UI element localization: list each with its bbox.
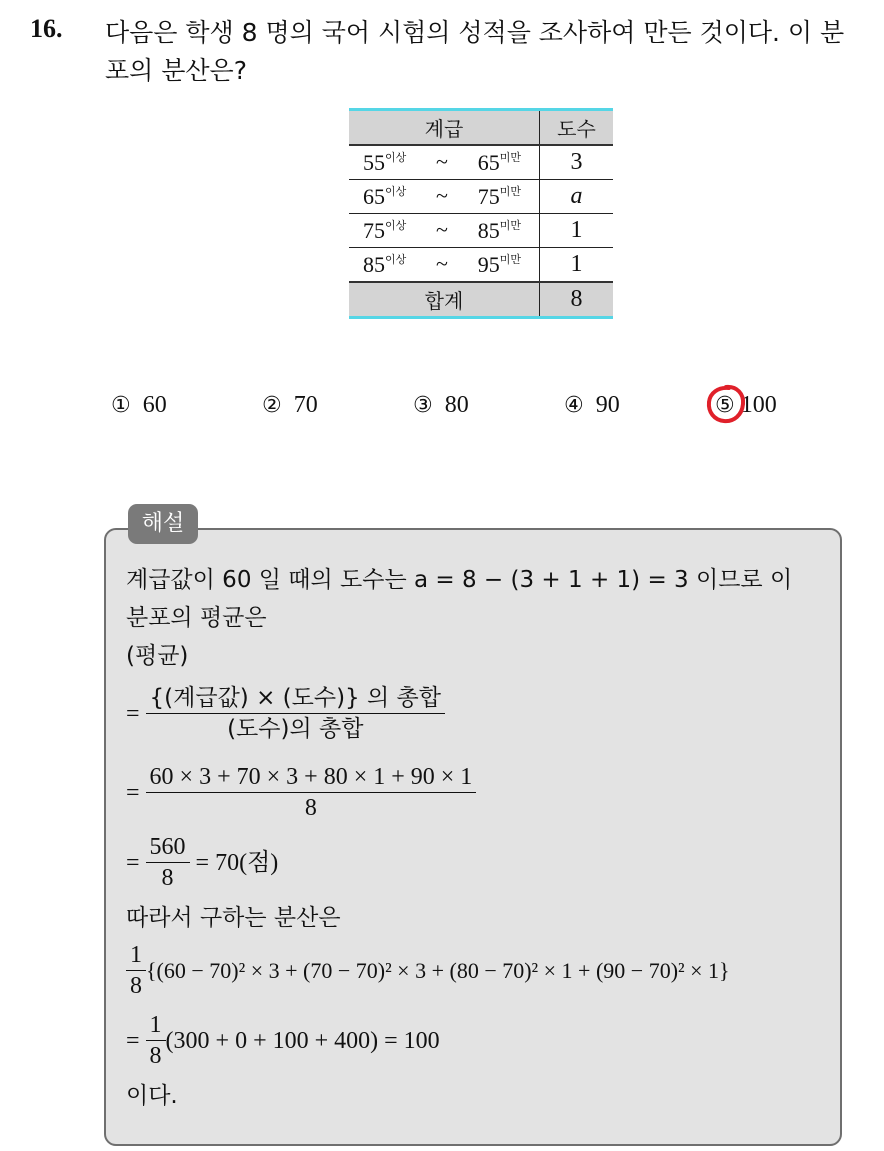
explanation-line: 이다. (126, 1083, 178, 1109)
table-cell-frequency: 1 (540, 214, 614, 248)
frequency-table (349, 108, 613, 319)
table-cell-frequency: 3 (540, 145, 614, 180)
table-row: $75^{이상}$ ~ $85^{미만}$ 1 (349, 214, 613, 248)
table-header-class: 계급 (349, 110, 540, 146)
variance-result: = $\frac{1}{8}$ (300 + 0 + 100 + 400) = 100 (126, 1012, 440, 1069)
choice-3[interactable]: ③ 80 (413, 392, 469, 418)
explanation-line: (평균) (126, 643, 189, 669)
table-header-frequency: 도수 (540, 110, 614, 146)
mean-result: = $\frac{560}{8}$ = 70(점) (126, 834, 279, 891)
table-row: $85^{이상}$ ~ $95^{미만}$ 1 (349, 248, 613, 283)
question-number: 16. (30, 14, 63, 43)
table-row: $55^{이상}$ ~ $65^{미만}$ 3 (349, 145, 613, 180)
table-row: $65^{이상}$ ~ $75^{미만}$ a (349, 180, 613, 214)
question-text: 다음은 학생 8 명의 국어 시험의 성적을 조사하여 만든 것이다. 이 분포의 분산은? (105, 18, 845, 85)
table-cell-frequency: a (540, 180, 614, 214)
explanation-line: 계급값이 60 일 때의 도수는 a = 8 − (3 + 1 + 1) = 3 이므로 이 (126, 567, 793, 593)
answer-circle-icon (704, 382, 748, 426)
mean-formula: = $\frac{\text{\{(계급값) × (도수)\} 의 총합}}{\text{(도수)의 총합}}$ (126, 683, 445, 744)
explanation-tag: 해설 (128, 504, 198, 544)
explanation-line: 분포의 평균은 (126, 605, 267, 631)
explanation-line: 따라서 구하는 분산은 (126, 905, 341, 931)
choice-1[interactable]: ① 60 (111, 392, 167, 418)
variance-formula: $\frac{1}{8}$ {(60 − 70)² × 3 + (70 − 70)² × 3 + (80 − 70)² × 1 + (90 − 70)² × 1} (126, 940, 730, 1001)
choice-5[interactable]: ⑤ 100 (715, 392, 777, 418)
table-total-label: 합계 (349, 282, 540, 318)
mean-substitution: = $\frac{60 \times 3 + 70 \times 3 + 80 \times 1 + 90 \times 1}{8}$ (126, 762, 476, 823)
choice-2[interactable]: ② 70 (262, 392, 318, 418)
table-total-value: 8 (540, 282, 614, 318)
table-cell-frequency: 1 (570, 251, 583, 277)
choice-4[interactable]: ④ 90 (564, 392, 620, 418)
